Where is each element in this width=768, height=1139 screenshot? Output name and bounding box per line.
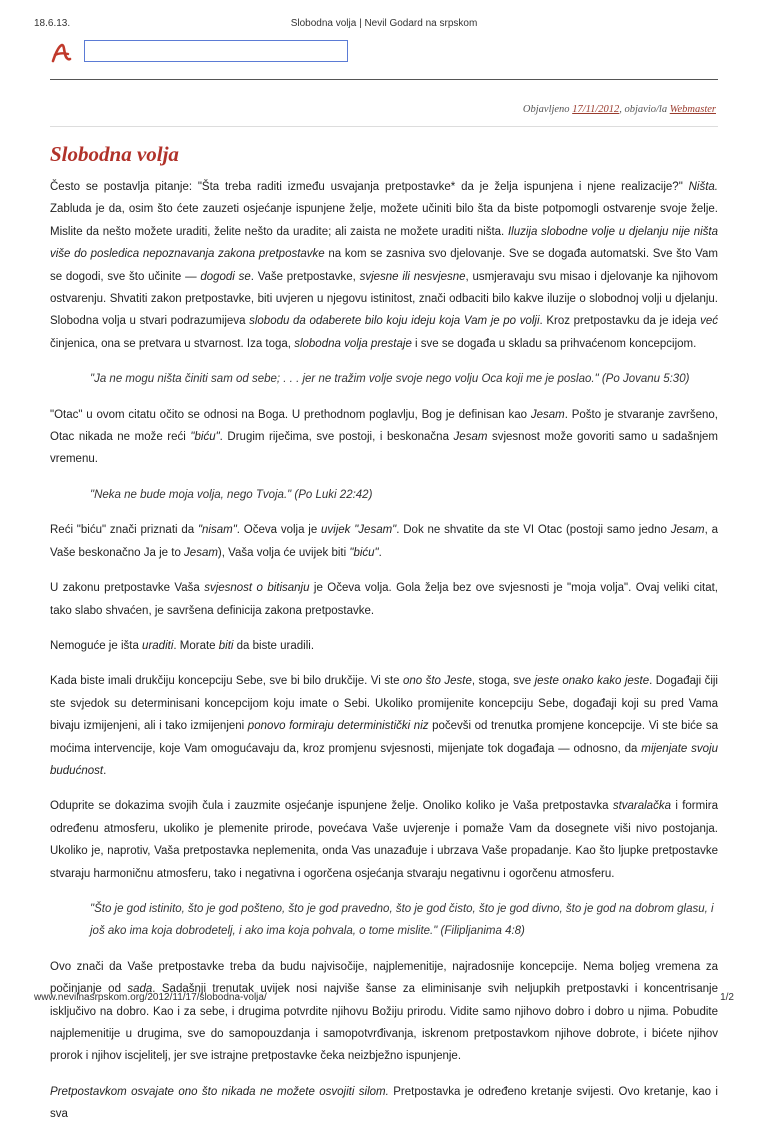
bible-quote: "Neka ne bude moja volja, nego Tvoja." (Po Luki 22:42) xyxy=(90,488,373,501)
paragraph: Oduprite se dokazima svojih čula i zauzmite osjećanje ispunjene želje. Onoliko koliko je Vaša pretpostavka stvaralačka i formira određenu atmosferu, ukoliko je plemenite prirode, povećava Vaše uvjerenje i pomaže Vam da dosegnete viši nivo postojanja. Ukoliko je, naprotiv, Vaša pretpostavka neplemenita, onda Vas unazađuje i ubrzava Vaše propadanje. Kao što ljupke pretpostavke stvaraju harmoničnu atmosferu, tako i negativna i ogorčena osjećanja stvaraju negativnu i ogorčenu atmosferu. xyxy=(50,800,718,880)
meta-middle: , objavio/la xyxy=(619,104,670,115)
author-link[interactable]: Webmaster xyxy=(669,104,716,115)
print-url: www.nevilnasrpskom.org/2012/11/17/slobodna-volja/ xyxy=(34,992,267,1003)
print-footer xyxy=(34,992,734,1006)
post-title: Slobodna volja xyxy=(50,142,179,166)
meta-prefix: Objavljeno xyxy=(522,104,573,115)
stylized-a-logo-icon[interactable] xyxy=(50,42,72,64)
paragraph: Pretpostavkom osvajate ono što nikada ne možete osvojiti silom. Pretpostavka je određeno kretanje svijesti. Ovo kretanje, kao i sva xyxy=(50,1085,718,1121)
header-divider xyxy=(50,79,718,80)
paragraph: Ovo znači da Vaše pretpostavke treba da budu najvisočije, najplemenitije, najradosnije koncepcije. Nema boljeg vremena za počinjanje od sada. Sadašnji trenutak uvijek nosi najviše šanse za eliminisanje svih neljupkih pretpostavki i koncentrisanje isključivo na dobro. Kao i za sebe, i drugima potvrdite njihovu Božiju prirodu. Vidite samo njihovo dobro i dobro u njima. Pobudite najplemenitije u drugima, sve do samopouzdanja i samopotvrđivanja, iskrenom pretpostavkom njihove dobrote, i bićete njihov prorok i njihov iscjelitelj, jer sve istrajne pretpostavke čeka neizbježno ispunjenje. xyxy=(50,960,718,1063)
bible-quote: "Što je god istinito, što je god pošteno, što je god pravedno, što je god čisto, što je god divno, što je god na dobrom glasu, i još ako ima koja dobrodetelj, i ako ima koja pohvala, o tome mislite." (Filipljanima 4:8) xyxy=(90,902,714,938)
print-header xyxy=(34,18,734,32)
post-meta xyxy=(523,104,716,115)
print-date: 18.6.13. xyxy=(34,18,71,29)
paragraph: U zakonu pretpostavke Vaša svjesnost o bitisanju je Očeva volja. Gola želja bez ove svjesnosti je "moja volja". Ovaj veliki citat, tako slabo shvaćen, je savršena definicija zakona pretpostavke. xyxy=(50,582,719,617)
paragraph: Često se postavlja pitanje: "Šta treba raditi između usvajanja pretpostavke* da je želja ispunjena i njene realizacije?" Ništa. Zabluda je da, osim što ćete zauzeti osjećanje ispunjene želje, možete učiniti bilo šta da biste potpomogli ostvarenje svoje želje. Mislite da nešto možete uraditi, želite nešto da uradite; ali zaista ne možete uraditi ništa. Iluzija slobodne volje u djelanju nije ništa više do posledica nepoznavanja zakona pretpostavke na kom se zasniva svo djelovanje. Sve se događa automatski. Sve što Vam se dogodi, sve što učinite — dogodi se. Vaše pretpostavke, svjesne ili nesvjesne, usmjeravaju svu misao i djelovanje ka njihovom ostvarenju. Shvatiti zakon pretpostavke, biti uvjeren u njegovu istinitost, znači odbaciti bilo kakve iluzije o slobodnoj volji u djelanju. Slobodna volja u stvari podrazumijeva slobodu da odaberete bilo koju ideju koja Vam je po volji. Kroz pretpostavku da je ideja već činjenica, ona se pretvara u stvarnost. Iza toga, slobodna volja prestaje i sve se događa u skladu sa prihvaćenom koncepcijom. xyxy=(50,181,719,350)
paragraph: Kada biste imali drukčiju koncepciju Sebe, sve bi bilo drukčije. Vi ste ono što Jeste, stoga, sve jeste onako kako jeste. Događaji čiji ste svjedok su determinisani koncepcijom koju imate o Sebi. Ukoliko promijenite koncepciju Sebe, događaji koji su pred Vama bivaju izmijenjeni, ali i tako izmijenjeni ponovo formiraju deterministički niz počevši od trenutka promjene koncepcije. Vi ste biće sa moćima intervencije, koje Vam omogućavaju da, kroz promjenu svjesnosti, mijenjate tok događaja — odnosno, da mijenjate svoju budućnost. xyxy=(50,675,718,777)
paragraph: Nemoguće je išta uraditi. Morate biti da biste uradili. xyxy=(50,639,315,652)
paragraph: "Otac" u ovom citatu očito se odnosi na Boga. U prethodnom poglavlju, Bog je definisan kao Jesam. Pošto je stvaranje završeno, Otac nikada ne može reći "biću". Drugim riječima, sve postoji, i beskonačna Jesam svjesnost može govoriti samo u sadašnjem vremenu. xyxy=(50,408,719,466)
page-number: 1/2 xyxy=(720,992,734,1003)
bible-quote: "Ja ne mogu ništa činiti sam od sebe; . . . jer ne tražim volje svoje nego volju Oca koji me je poslao." (Po Jovanu 5:30) xyxy=(90,373,690,386)
print-page-title: Slobodna volja | Nevil Godard na srpskom xyxy=(290,18,478,29)
paragraph: Reći "biću" znači priznati da "nisam". Očeva volja je uvijek "Jesam". Dok ne shvatite da ste VI Otac (postoji samo jedno Jesam, a Vaše beskonačno Ja je to Jesam), Vaša volja će uvijek biti "biću". xyxy=(50,524,718,559)
search-input[interactable] xyxy=(84,40,348,62)
post-date-link[interactable]: 17/11/2012 xyxy=(572,104,620,115)
meta-divider xyxy=(50,126,718,127)
